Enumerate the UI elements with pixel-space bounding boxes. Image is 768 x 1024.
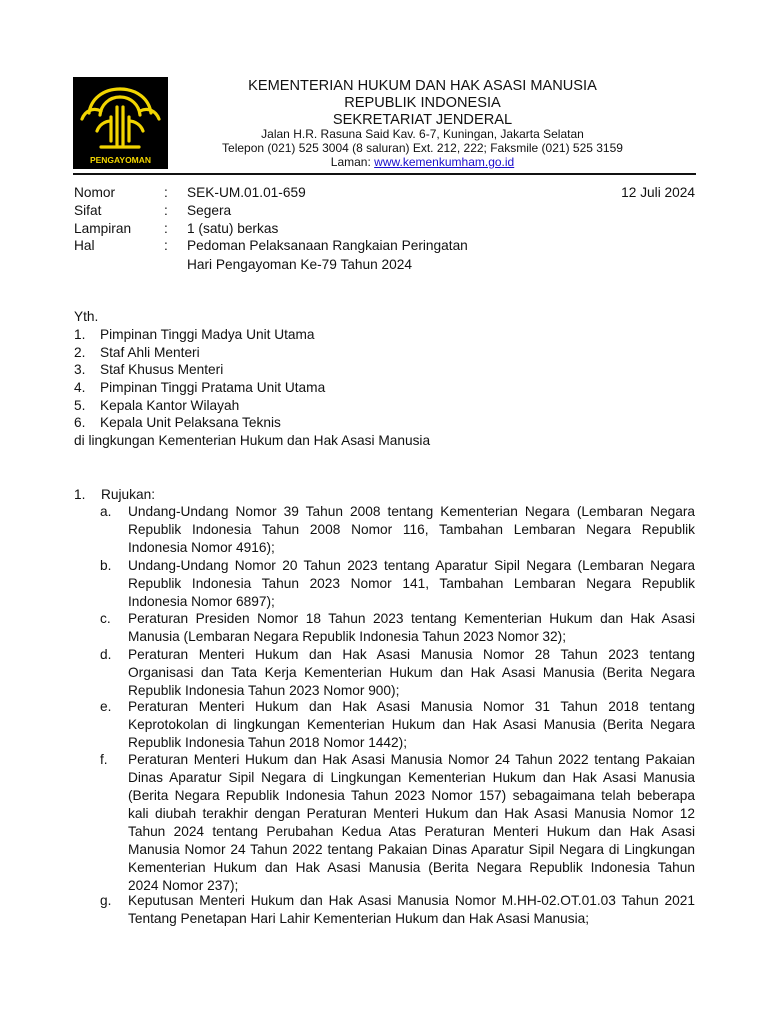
meta-label-sifat: Sifat [74,203,102,218]
reference-letter: f. [100,752,108,767]
reference-line: Keputusan Menteri Hukum dan Hak Asasi Manusia Nomor M.HH-02.OT.01.03 Tahun 2021 [128,893,695,908]
meta-label-lampiran: Lampiran [74,221,132,236]
ministry-name: KEMENTERIAN HUKUM DAN HAK ASASI MANUSIA [248,78,597,94]
addressee-item: Pimpinan Tinggi Pratama Unit Utama [100,380,326,395]
reference-letter: g. [100,893,112,908]
addressee-number: 5. [74,398,86,413]
reference-line: Keprotokolan di lingkungan Kementerian Hukum dan Hak Asasi Manusia (Berita Negara [128,717,695,732]
meta-colon: : [164,238,168,253]
addressee-number: 2. [74,345,86,360]
country-name: REPUBLIK INDONESIA [344,95,501,111]
reference-line: (Berita Negara Republik Indonesia Tahun 2023 Nomor 157) sebagaimana telah beberapa [128,788,695,803]
meta-colon: : [164,203,168,218]
ministry-logo [73,77,168,169]
letterhead-divider [73,173,696,175]
reference-line: Tahun 2024 tentang Perubahan Kedua Atas Peraturan Menteri Hukum dan Hak Asasi [128,824,695,839]
addressee-item: Staf Ahli Menteri [100,345,200,360]
reference-line: Republik Indonesia Tahun 2008 Nomor 116, Tambahan Lembaran Negara Republik [128,522,695,537]
reference-line: Kementerian Hukum dan Hak Asasi Manusia (Berita Negara Republik Indonesia Tahun [128,860,695,875]
reference-letter: e. [100,699,112,714]
reference-line: Dinas Aparatur Sipil Negara di Lingkungan Kementerian Hukum dan Hak Asasi Manusia [128,770,695,785]
meta-value-nomor: SEK-UM.01.01-659 [187,185,306,200]
reference-item [128,892,695,928]
reference-item [128,557,695,611]
reference-line: Undang-Undang Nomor 39 Tahun 2008 tentang Kementerian Negara (Lembaran Negara [128,504,695,519]
reference-line: Republik Indonesia Tahun 2023 Nomor 141, Tambahan Lembaran Negara Republik [128,576,695,591]
reference-line: 2024 Nomor 237); [128,878,239,893]
website-line [170,155,675,169]
reference-letter: b. [100,558,112,573]
addressee-number: 3. [74,362,86,377]
meta-label-hal: Hal [74,238,95,253]
addressee-item: Staf Khusus Menteri [100,362,224,377]
meta-value-hal-line2: Hari Pengayoman Ke-79 Tahun 2024 [187,257,412,272]
reference-item [128,751,695,895]
website-link[interactable]: www.kemenkumham.go.id [374,155,515,169]
addressee-number: 4. [74,380,86,395]
unit-name: SEKRETARIAT JENDERAL [332,112,513,128]
addressee-number: 6. [74,415,86,430]
reference-item [128,610,695,646]
letter-date: 12 Juli 2024 [621,185,695,200]
website-label: Laman: [330,155,371,169]
addressee-closing: di lingkungan Kementerian Hukum dan Hak Asasi Manusia [74,433,431,448]
greeting: Yth. [74,309,99,324]
reference-letter: d. [100,647,112,662]
reference-item [128,698,695,752]
reference-line: Organisasi dan Tata Kerja Kementerian Hukum dan Hak Asasi Manusia (Berita Negara [128,665,695,680]
reference-letter: a. [100,504,112,519]
meta-value-hal: Pedoman Pelaksanaan Rangkaian Peringatan [187,238,468,253]
reference-line: Republik Indonesia Tahun 2018 Nomor 1442); [128,735,408,750]
meta-value-sifat: Segera [187,203,232,218]
reference-item [128,646,695,700]
office-phone: Telepon (021) 525 3004 (8 saluran) Ext. 212, 222; Faksmile (021) 525 3159 [222,141,623,155]
section-title: Rujukan: [101,487,156,502]
reference-letter: c. [100,611,111,626]
meta-colon: : [164,185,168,200]
office-address: Jalan H.R. Rasuna Said Kav. 6-7, Kuningan, Jakarta Selatan [261,127,584,141]
reference-line: Undang-Undang Nomor 20 Tahun 2023 tentang Aparatur Sipil Negara (Lembaran Negara [128,558,695,573]
reference-line: Peraturan Menteri Hukum dan Hak Asasi Manusia Nomor 31 Tahun 2018 tentang [128,699,695,714]
meta-value-lampiran: 1 (satu) berkas [187,221,279,236]
addressee-number: 1. [74,327,86,342]
addressee-item: Kepala Unit Pelaksana Teknis [100,415,281,430]
addressee-item: Pimpinan Tinggi Madya Unit Utama [100,327,315,342]
reference-line: Indonesia Nomor 4916); [128,540,275,555]
meta-label-nomor: Nomor [74,185,116,200]
reference-line: Manusia Nomor 24 Tahun 2022 tentang Pakaian Dinas Aparatur Sipil Negara di Lingkungan [128,842,695,857]
reference-line: Peraturan Menteri Hukum dan Hak Asasi Manusia Nomor 28 Tahun 2023 tentang [128,647,695,662]
meta-colon: : [164,221,168,236]
section-number: 1. [74,487,86,502]
reference-line: kali diubah terakhir dengan Peraturan Menteri Hukum dan Hak Asasi Manusia Nomor 12 [128,806,695,821]
reference-line: Peraturan Presiden Nomor 18 Tahun 2023 tentang Kementerian Hukum dan Hak Asasi [128,611,695,626]
reference-line: Republik Indonesia Tahun 2023 Nomor 900); [128,683,400,698]
reference-item [128,503,695,557]
reference-line: Tentang Penetapan Hari Lahir Kementerian Hukum dan Hak Asasi Manusia; [128,911,590,926]
pengayoman-tree-icon [73,77,168,169]
reference-line: Indonesia Nomor 6897); [128,594,275,609]
logo-caption: PENGAYOMAN [89,155,152,165]
reference-line: Manusia (Lembaran Negara Republik Indonesia Tahun 2023 Nomor 32); [128,629,567,644]
reference-line: Peraturan Menteri Hukum dan Hak Asasi Manusia Nomor 24 Tahun 2022 tentang Pakaian [128,752,695,767]
addressee-item: Kepala Kantor Wilayah [100,398,240,413]
